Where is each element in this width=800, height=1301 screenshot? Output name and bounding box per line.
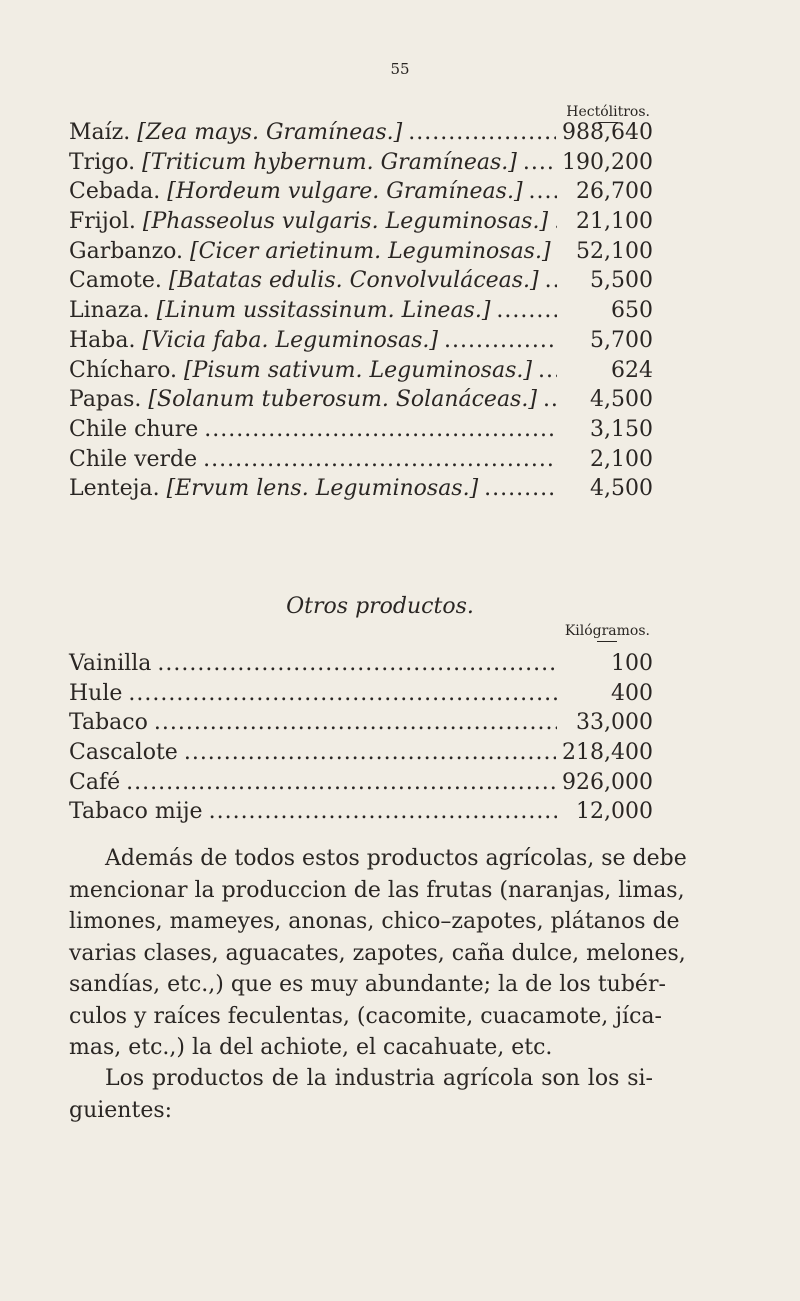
crop-value: 988,640	[562, 120, 653, 145]
crop-scientific-name: [Triticum hybernum. Gramíneas.]	[142, 149, 517, 175]
crop-name: Chile chure	[69, 416, 199, 442]
leader-dots	[154, 710, 557, 735]
crop-scientific-name: [Hordeum vulgare. Gramíneas.]	[167, 179, 523, 205]
crop-value: 4,500	[590, 387, 653, 413]
paragraph-line: limones, mameyes, anonas, chico–zapotes, plátanos de	[69, 909, 680, 934]
crop-name: Cebada.	[69, 179, 161, 205]
table-row	[69, 298, 653, 328]
crop-name: Lenteja.	[69, 476, 160, 502]
paragraph-line: Además de todos estos productos agrícolas, se debe	[105, 846, 687, 871]
crop-value: 190,200	[562, 149, 653, 175]
leader-dots	[203, 447, 557, 472]
paragraph-line: Los productos de la industria agrícola son los si-	[105, 1066, 653, 1091]
table-row	[69, 651, 653, 681]
table-row	[69, 239, 653, 269]
product-name: Tabaco mije	[69, 799, 203, 825]
crop-value: 650	[611, 298, 653, 324]
crop-name: Papas.	[69, 387, 142, 413]
crop-value: 26,700	[576, 179, 653, 205]
product-value: 926,000	[562, 769, 653, 795]
crop-scientific-name: [Pisum sativum. Leguminosas.]	[184, 357, 532, 383]
leader-dots	[128, 681, 557, 706]
crop-scientific-name: [Batatas edulis. Convolvuláceas.]	[168, 268, 539, 294]
leader-dots	[496, 298, 557, 323]
leader-dots	[554, 209, 557, 234]
crop-name: Trigo.	[69, 149, 136, 175]
leader-dots	[543, 387, 557, 412]
product-name: Vainilla	[69, 651, 152, 676]
crop-scientific-name: [Phasseolus vulgaris. Leguminosas.]	[142, 209, 549, 235]
product-value: 12,000	[576, 799, 653, 825]
crop-value: 5,500	[590, 268, 653, 294]
crop-name: Linaza.	[69, 298, 150, 324]
crops-table	[69, 120, 653, 506]
crop-scientific-name: [Ervum lens. Leguminosas.]	[166, 476, 479, 502]
crop-value: 52,100	[576, 238, 653, 264]
table-row	[69, 209, 653, 239]
unit-header-kilogramos	[565, 623, 650, 642]
leader-dots	[184, 740, 556, 765]
unit-label: Kilógramos.	[564, 623, 650, 639]
table-row	[69, 179, 653, 209]
crop-value: 2,100	[590, 446, 653, 472]
product-name: Tabaco	[69, 710, 148, 736]
table-row	[69, 740, 653, 770]
leader-dots	[545, 268, 557, 293]
paragraph-line: culos y raíces feculentas, (cacomite, cuacamote, jíca-	[69, 1003, 662, 1029]
paragraph-line: mencionar la produccion de las frutas (naranjas, limas,	[69, 877, 685, 903]
paragraph-line: varias clases, aguacates, zapotes, caña dulce, melones,	[69, 940, 686, 966]
table-row	[69, 387, 653, 417]
crop-scientific-name: [Cicer arietinum. Leguminosas.]	[190, 238, 551, 264]
leader-dots	[523, 150, 556, 175]
table-row	[69, 710, 653, 740]
crop-name: Frijol.	[69, 209, 136, 235]
body-paragraph	[69, 843, 687, 1064]
table-row	[69, 150, 653, 180]
table-row	[69, 799, 653, 829]
crop-name: Camote.	[69, 268, 162, 294]
table-row	[69, 476, 653, 506]
crop-scientific-name: [Vicia faba. Leguminosas.]	[142, 327, 438, 353]
crop-value: 624	[611, 357, 653, 383]
paragraph-line: mas, etc.,) la del achiote, el cacahuate, etc.	[69, 1035, 553, 1060]
table-row	[69, 681, 653, 711]
crop-scientific-name: [Solanum tuberosum. Solanáceas.]	[148, 387, 537, 413]
crop-value: 4,500	[590, 476, 653, 502]
leader-dots	[529, 179, 557, 204]
crop-name: Chile verde	[69, 446, 198, 472]
crop-name: Maíz.	[69, 120, 131, 145]
other-products-table	[69, 651, 653, 829]
leader-dots	[157, 651, 557, 676]
leader-dots	[126, 770, 556, 795]
leader-dots	[408, 120, 556, 145]
crop-scientific-name: [Zea mays. Gramíneas.]	[137, 120, 403, 145]
product-value: 33,000	[576, 710, 653, 736]
table-row	[69, 328, 653, 358]
crop-value: 5,700	[590, 327, 653, 353]
section-title: Otros productos.	[286, 594, 474, 619]
crop-name: Garbanzo.	[69, 238, 184, 264]
table-row	[69, 770, 653, 800]
body-paragraph	[69, 1063, 653, 1126]
crop-value: 3,150	[590, 416, 653, 442]
paragraph-line: guientes:	[69, 1097, 173, 1123]
leader-dots	[209, 799, 557, 824]
table-row	[69, 268, 653, 298]
product-value: 218,400	[562, 740, 653, 766]
product-value: 400	[611, 680, 653, 706]
leader-dots	[204, 417, 557, 442]
product-name: Hule	[69, 680, 123, 706]
crop-name: Chícharo.	[69, 357, 178, 383]
product-value: 100	[611, 651, 653, 676]
unit-rule	[597, 641, 617, 642]
paragraph-line: sandías, etc.,) que es muy abundante; la de los tubér-	[69, 972, 666, 997]
page-number: 55	[390, 60, 410, 78]
product-name: Cascalote	[69, 740, 178, 766]
table-row	[69, 120, 653, 150]
table-row	[69, 358, 653, 388]
unit-label: Hectólitros.	[566, 104, 650, 120]
leader-dots	[538, 358, 557, 383]
table-row	[69, 417, 653, 447]
crop-scientific-name: [Linum ussitassinum. Lineas.]	[156, 298, 491, 324]
product-name: Café	[69, 769, 121, 795]
crop-name: Haba.	[69, 327, 136, 353]
crop-value: 21,100	[576, 209, 653, 235]
table-row	[69, 447, 653, 477]
leader-dots	[444, 328, 557, 353]
leader-dots	[484, 476, 557, 501]
